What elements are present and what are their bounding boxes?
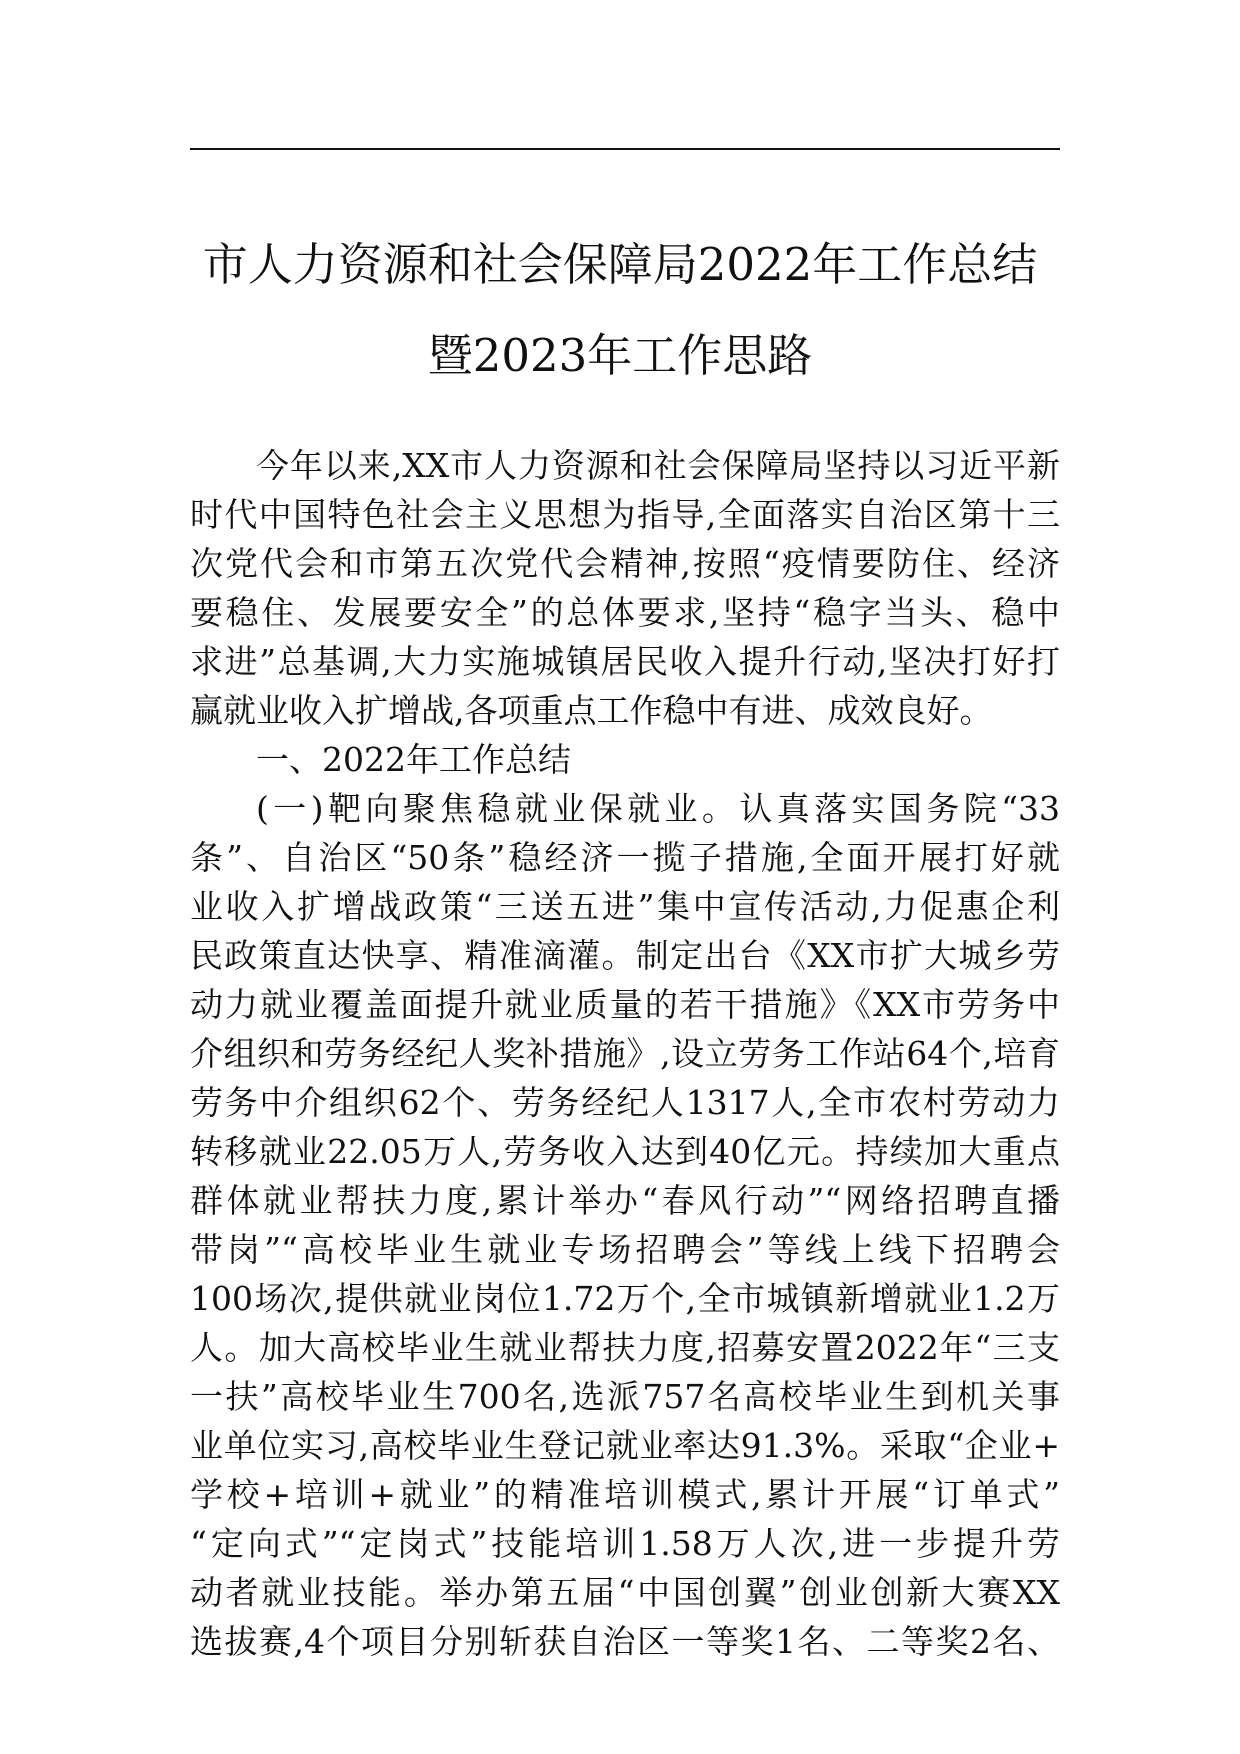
paragraph-2-line: 群体就业帮扶力度,累计举办“春风行动”“网络招聘直播 [190, 1181, 1060, 1220]
paragraph-1-line: 要稳住、发展要安全”的总体要求,坚持“稳字当头、稳中 [190, 593, 1060, 632]
paragraph-2-line: 学校+培训+就业”的精准培训模式,累计开展“订单式” [190, 1475, 1060, 1514]
paragraph-2-line: 一扶”高校毕业生700名,选派757名高校毕业生到机关事 [190, 1377, 1060, 1416]
paragraph-2-line: 人。加大高校毕业生就业帮扶力度,招募安置2022年“三支 [190, 1328, 1060, 1367]
paragraph-2-line: 劳务中介组织62个、劳务经纪人1317人,全市农村劳动力 [190, 1083, 1060, 1122]
paragraph-2-line: 带岗”“高校毕业生就业专场招聘会”等线上线下招聘会 [190, 1230, 1060, 1269]
paragraph-2-line: (一)靶向聚焦稳就业保就业。认真落实国务院“33 [256, 789, 1060, 828]
paragraph-1-line: 次党代会和市第五次党代会精神,按照“疫情要防住、经济 [190, 544, 1060, 583]
header-rule [190, 148, 1060, 150]
paragraph-2-line: 选拔赛,4个项目分别斩获自治区一等奖1名、二等奖2名、 [190, 1622, 1060, 1661]
paragraph-2-line: 条”、自治区“50条”稳经济一揽子措施,全面开展打好就 [190, 838, 1060, 877]
paragraph-1-line: 今年以来,XX市人力资源和社会保障局坚持以习近平新 [256, 446, 1060, 485]
document-title-line-2: 暨2023年工作思路 [427, 329, 813, 382]
paragraph-1-line: 时代中国特色社会主义思想为指导,全面落实自治区第十三 [190, 495, 1060, 534]
paragraph-1-line: 求进”总基调,大力实施城镇居民收入提升行动,坚决打好打 [190, 642, 1060, 681]
paragraph-2-line: 业收入扩增战政策“三送五进”集中宣传活动,力促惠企利 [190, 887, 1060, 926]
paragraph-1-line: 赢就业收入扩增战,各项重点工作稳中有进、成效良好。 [190, 691, 993, 730]
paragraph-2-line: “定向式”“定岗式”技能培训1.58万人次,进一步提升劳 [190, 1524, 1060, 1563]
paragraph-2-line: 动力就业覆盖面提升就业质量的若干措施》《XX市劳务中 [190, 985, 1060, 1024]
document-title-line-1: 市人力资源和社会保障局2022年工作总结 [202, 238, 1038, 291]
document-body [190, 441, 1060, 1666]
paragraph-2-line: 业单位实习,高校毕业生登记就业率达91.3%。采取“企业+ [190, 1426, 1060, 1465]
paragraph-2-line: 民政策直达快享、精准滴灌。制定出台《XX市扩大城乡劳 [190, 936, 1060, 975]
paragraph-2-line: 动者就业技能。举办第五届“中国创翼”创业创新大赛XX [190, 1573, 1060, 1612]
section-heading: 一、2022年工作总结 [256, 740, 571, 779]
paragraph-2-line: 转移就业22.05万人,劳务收入达到40亿元。持续加大重点 [190, 1132, 1060, 1171]
paragraph-2-line: 介组织和劳务经纪人奖补措施》,设立劳务工作站64个,培育 [190, 1034, 1060, 1073]
paragraph-2-line: 100场次,提供就业岗位1.72万个,全市城镇新增就业1.2万 [190, 1279, 1060, 1318]
